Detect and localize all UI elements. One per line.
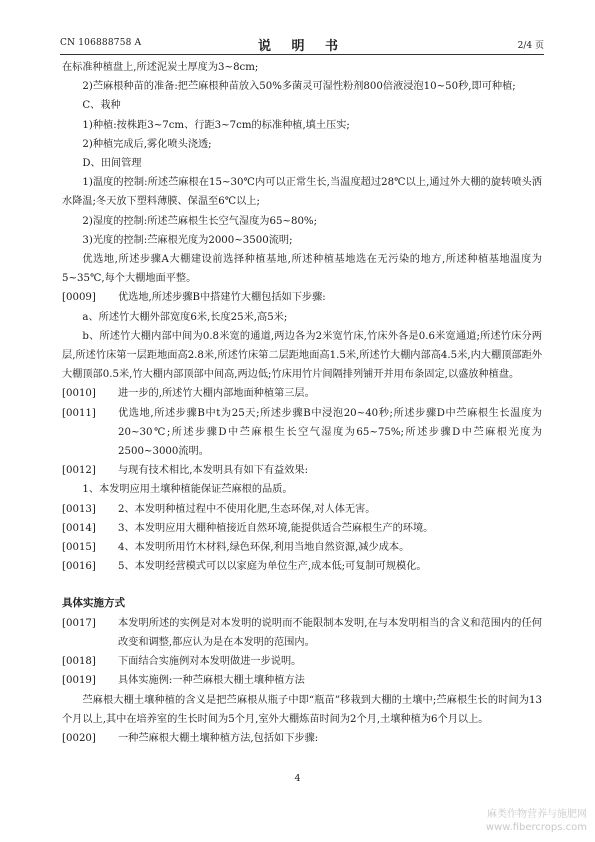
paragraph-number: [0019] <box>62 675 96 687</box>
paragraph-0016 <box>62 557 542 576</box>
body-line: b、所述竹大棚内部中间为0.8米宽的通道,两边各为2米宽竹床,竹床外各是0.6米宽通道;所述竹床分两层,所述竹床第一层距地面高2.8米,所述竹床第二层距地面高1.5米,所述竹大棚内部高4.5米,内大棚顶部距外大棚顶部0.5米,竹大棚内部顶部中间高,两边低;竹床用竹片间隔排列铺开并用布条固定,以盛放种植盘。 <box>62 330 542 381</box>
body-line: 优选地,所述步骤A大棚建设前选择种植基地,所述种植基地选在无污染的地方,所述种植基地温度为5~35℃,每个大棚地面平整。 <box>62 254 542 285</box>
paragraph-text: 5、本发明经营模式可以以家庭为单位生产,成本低;可复制可规模化。 <box>118 561 427 573</box>
paragraph-number: [0018] <box>62 656 96 668</box>
body-line: 2)湿度的控制:所述苎麻根生长空气湿度为65~80%; <box>82 215 318 227</box>
body-line: 2)苎麻根种苗的准备:把苎麻根种苗放入50%多菌灵可湿性粉剂800倍液浸泡10~50秒,即可种植; <box>82 81 516 93</box>
paragraph-text: 下面结合实施例对本发明做进一步说明。 <box>118 656 302 668</box>
paragraph-number: [0011] <box>62 407 96 419</box>
paragraph-text: 优选地,所述步骤B中搭建竹大棚包括如下步骤: <box>118 292 326 304</box>
paragraph-0010 <box>62 384 542 403</box>
body-line: 在标准种植盘上,所述泥炭土厚度为3~8cm; <box>62 62 259 73</box>
paragraph-number: [0017] <box>62 617 96 629</box>
paragraph-text: 一种苎麻根大棚土壤种植方法,包括如下步骤: <box>118 732 319 744</box>
paragraph-number: [0012] <box>62 465 96 477</box>
page-header <box>60 36 544 52</box>
site-watermark <box>486 808 587 834</box>
paragraph-0012 <box>62 461 542 480</box>
paragraph-number: [0015] <box>62 542 96 554</box>
paragraph-0020 <box>62 729 542 748</box>
paragraph-text: 具体实施例:一种苎麻根大棚土壤种植方法 <box>118 675 305 687</box>
body-line: 2)种植完成后,雾化喷头浇透; <box>82 138 212 150</box>
paragraph-0009 <box>62 288 542 307</box>
document-number: CN 106888758 A <box>60 38 142 48</box>
body-line: C、栽种 <box>82 100 121 112</box>
paragraph-number: [0010] <box>62 388 96 400</box>
body-line: a、所述竹大棚外部宽度6米,长度25米,高5米; <box>82 311 288 323</box>
paragraph-text: 与现有技术相比,本发明具有如下有益效果: <box>118 465 309 477</box>
page-number: 4 <box>294 773 301 784</box>
body-line: 3)光度的控制:苎麻根光度为2000~3500流明; <box>82 234 293 246</box>
watermark-url: www.fibercrops.com <box>485 822 587 833</box>
watermark-title: 麻类作物营养与施肥网 <box>487 809 587 820</box>
paragraph-0014 <box>62 519 542 538</box>
paragraph-text: 本发明所述的实例是对本发明的说明而不能限制本发明,在与本发明相当的含义和范围内的任何改变和调整,都应认为是在本发明的范围内。 <box>118 617 542 648</box>
paragraph-text: 3、本发明应用大棚种植接近自然环境,能提供适合苎麻根生产的环境。 <box>118 522 434 534</box>
paragraph-0013 <box>62 500 542 519</box>
body-line: D、田间管理 <box>82 158 142 170</box>
page-info: 2/4 页 <box>517 41 544 51</box>
paragraph-number: [0016] <box>62 561 96 573</box>
body-line: 1)温度的控制:所述苎麻根在15~30℃内可以正常生长,当温度超过28℃以上,通过外大棚的旋转喷头洒水降温;冬天放下塑料薄膜、保温至6℃以上; <box>62 177 542 208</box>
paragraph-number: [0014] <box>62 522 96 534</box>
paragraph-0015 <box>62 538 542 557</box>
paragraph-text: 进一步的,所述竹大棚内部地面种植第三层。 <box>118 388 315 400</box>
body-line: 1)种植:按株距3~7cm、行距3~7cm的标准种植,填土压实; <box>82 119 350 131</box>
paragraph-0017 <box>62 614 542 652</box>
document-title: 说 明 书 <box>257 39 347 54</box>
paragraph-number: [0020] <box>62 732 96 744</box>
paragraph-number: [0013] <box>62 503 96 515</box>
paragraph-text: 2、本发明种植过程中不使用化肥,生态环保,对人体无害。 <box>118 503 376 515</box>
paragraph-text: 4、本发明所用竹木材料,绿色环保,利用当地自然资源,减少成本。 <box>118 542 410 554</box>
paragraph-0011 <box>62 404 542 462</box>
body-line: 1、本发明应用土壤种植能保证苎麻根的品质。 <box>82 484 293 496</box>
paragraph-0018 <box>62 652 542 671</box>
paragraph-0019 <box>62 671 542 690</box>
document-body <box>62 58 542 748</box>
paragraph-number: [0009] <box>62 292 96 304</box>
paragraph-text: 优选地,所述步骤B中t为25天;所述步骤B中浸泡20~40秒;所述步骤D中苎麻根生长温度为20~30℃;所述步骤D中苎麻根生长空气湿度为65~75%;所述步骤D中苎麻根光度为2500~3000流明。 <box>118 407 542 458</box>
header-divider <box>60 54 544 55</box>
body-line: 苎麻根大棚土壤种植的含义是把苎麻根从瓶子中即“瓶苗”移栽到大棚的土壤中;苎麻根生长的时间为13个月以上,其中在培养室的生长时间为5个月,室外大棚炼苗时间为2个月,土壤种植为6个月以上。 <box>62 694 542 725</box>
section-heading: 具体实施方式 <box>62 597 125 610</box>
